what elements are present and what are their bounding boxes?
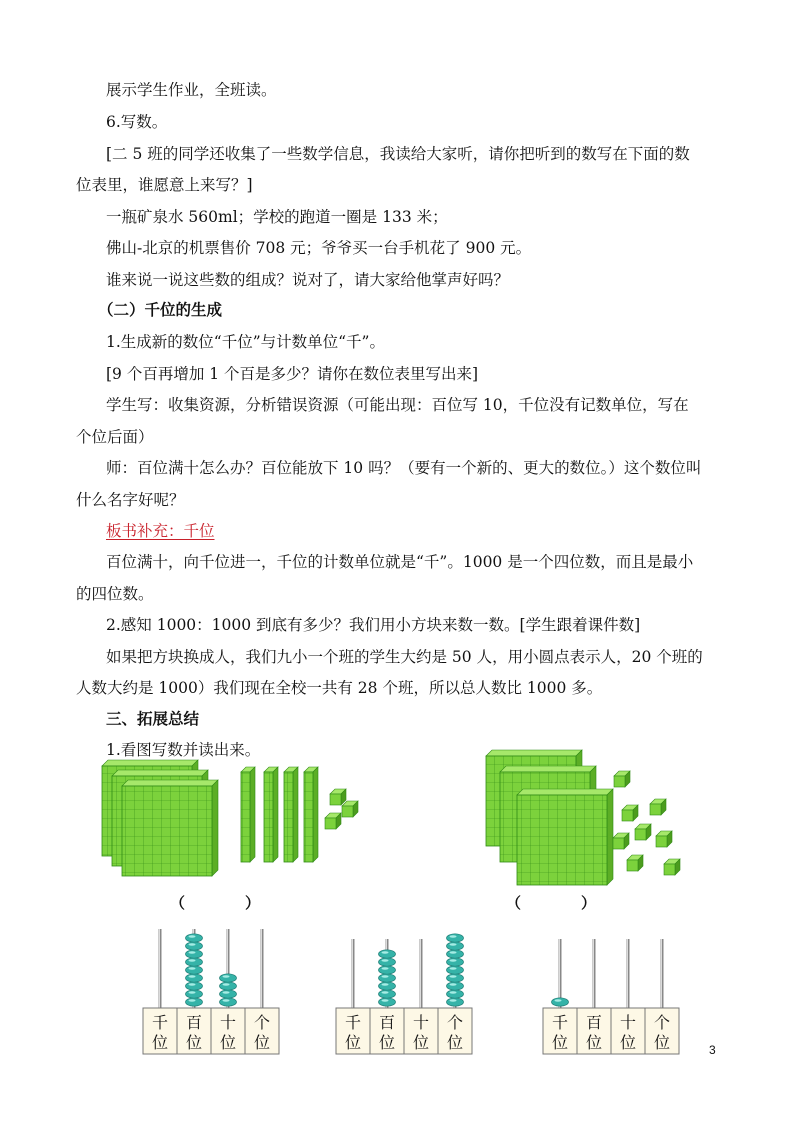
abacus-bead [220,974,237,982]
right-unit-cubes [613,771,680,875]
paragraph-ticket-phone: 佛山-北京的机票售价 708 元；爷爷买一台手机花了 900 元。 [106,239,532,257]
abacus-bead [186,934,203,942]
paragraph-carry-1: 百位满十，向千位进一，千位的计数单位就是“千”。1000 是一个四位数，而且是最小 [106,553,694,571]
abacus-bead [379,966,396,974]
paragraph-perceive-1000: 2.感知 1000：1000 到底有多少？我们用小方块来数一数。[学生跟着课件数] [106,616,641,634]
unit-cube [650,799,666,815]
place-label-char: 千 [344,1013,362,1032]
place-label-char: 十 [219,1013,237,1032]
abacus-bead [447,966,464,974]
paragraph-water-track: 一瓶矿泉水 560ml；学校的跑道一圈是 133 米； [106,208,448,226]
ten-rod [264,767,278,862]
paragraph-student-writes-2: 个位后面） [76,428,154,446]
section-heading-thousands: （二）千位的生成 [98,300,223,319]
abacus-bead [447,958,464,966]
unit-cube [325,813,341,829]
abacus-bead [379,990,396,998]
paragraph-people-1: 如果把方块换成人，我们九小一个班的学生大约是 50 人，用小圆点表示人，20 个班的 [106,648,703,666]
abacus-bead [186,942,203,950]
abacus-1 [143,929,279,1054]
abacus-bead [552,998,569,1006]
place-label-char: 千 [551,1013,569,1032]
unit-cube [613,833,629,849]
place-label-char: 位 [219,1033,237,1052]
page-number: 3 [709,1043,716,1057]
unit-cube [635,824,651,840]
hundred-flat [122,780,218,876]
abacus-bead [379,950,396,958]
ten-rod [241,767,255,862]
paragraph-who-explains: 谁来说一说这些数的组成？说对了，请大家给他掌声好吗？ [106,271,510,289]
abacus-bead [447,974,464,982]
abacus-figures [0,925,794,1065]
paragraph-teacher-2: 什么名字好呢？ [76,491,185,509]
paragraph-class-info-2: 位表里，谁愿意上来写？] [76,176,253,194]
abacus-bead [186,974,203,982]
paragraph-new-place: 1.生成新的数位“千位”与计数单位“千”。 [106,333,385,351]
place-label-char: 个 [653,1013,671,1032]
place-label-char: 十 [619,1013,637,1032]
paragraph-look-and-write: 1.看图写数并读出来。 [106,741,261,759]
place-label-char: 位 [619,1033,637,1052]
place-label-char: 个 [253,1013,271,1032]
abacus-bead [447,934,464,942]
place-label-char: 位 [378,1033,396,1052]
place-label-char: 位 [446,1033,464,1052]
place-label-char: 百 [585,1013,603,1032]
abacus-bead [186,966,203,974]
base-ten-blocks-figure [0,748,794,898]
unit-cube [664,859,680,875]
abacus-bead [447,942,464,950]
abacus-bead [379,958,396,966]
unit-cube [627,855,643,871]
right-hundred-flats [486,750,613,885]
abacus-bead [447,998,464,1006]
abacus-2 [336,934,472,1054]
paragraph-class-info-1: [二 5 班的同学还收集了一些数学信息，我读给大家听，请你把听到的数写在下面的数 [106,145,690,163]
paragraph-student-writes-1: 学生写：收集资源，分析错误资源（可能出现：百位写 10，千位没有记数单位，写在 [106,396,689,414]
hundred-flat [517,789,613,885]
unit-cube [342,801,358,817]
paragraph-people-2: 人数大约是 1000）我们现在全校一共有 28 个班，所以总人数比 1000 多。 [76,679,603,697]
paragraph-teacher-1: 师：百位满十怎么办？百位能放下 10 吗？（要有一个新的、更大的数位。）这个数位叫 [106,459,702,477]
abacus-bead [447,982,464,990]
abacus-bead [379,974,396,982]
unit-cube [614,771,630,787]
abacus-bead [447,990,464,998]
abacus-bead [379,998,396,1006]
place-label-char: 位 [344,1033,362,1052]
paragraph-carry-2: 的四位数。 [76,585,154,603]
ten-rod [284,767,298,862]
section-heading-summary: 三、拓展总结 [106,709,200,728]
place-label-char: 个 [446,1013,464,1032]
abacus-bead [220,998,237,1006]
left-unit-cubes [325,789,358,829]
abacus-bead [447,950,464,958]
place-label-char: 位 [185,1033,203,1052]
place-label-char: 位 [551,1033,569,1052]
abacus-bead [220,990,237,998]
left-hundred-flats [102,760,218,876]
place-label-char: 位 [653,1033,671,1052]
abacus-bead [186,990,203,998]
right-answer-blank[interactable]: （ ） [506,894,597,912]
place-label-char: 位 [151,1033,169,1052]
abacus-3 [543,939,679,1054]
place-label-char: 十 [412,1013,430,1032]
abacus-bead [220,982,237,990]
paragraph-write-numbers-heading: 6.写数。 [106,113,168,131]
abacus-bead [186,958,203,966]
place-label-char: 位 [412,1033,430,1052]
abacus-bead [186,950,203,958]
left-answer-blank[interactable]: （ ） [170,894,261,912]
ten-rod [304,767,318,862]
place-label-char: 百 [185,1013,203,1032]
place-label-char: 千 [151,1013,169,1032]
unit-cube [656,831,672,847]
place-label-char: 百 [378,1013,396,1032]
paragraph-show-work: 展示学生作业，全班读。 [106,81,277,99]
board-supplement-note: 板书补充：千位 [106,522,215,540]
abacus-bead [186,998,203,1006]
left-ten-rods [241,767,318,862]
unit-cube [622,805,638,821]
abacus-bead [379,982,396,990]
place-label-char: 位 [253,1033,271,1052]
place-label-char: 位 [585,1033,603,1052]
unit-cube [330,789,346,805]
abacus-bead [186,982,203,990]
paragraph-nine-hundreds: [9 个百再增加 1 个百是多少？请你在数位表里写出来] [106,365,479,383]
